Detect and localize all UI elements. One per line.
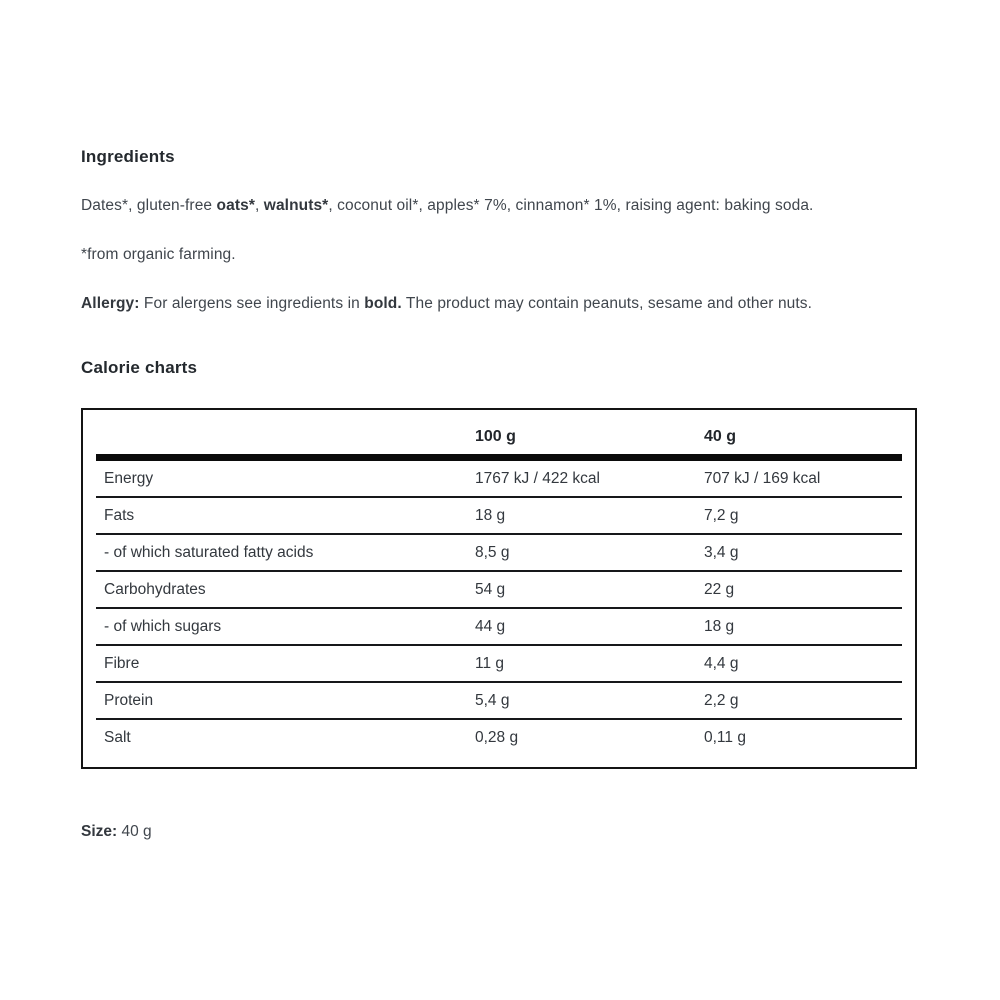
value-100g: 54 g [475,571,704,608]
column-header-100g: 100 g [475,410,704,458]
table-row-sugars [96,608,902,645]
allergy-text: Allergy: For alergens see ingredients in bold. The product may contain peanuts, sesame and other nuts. [81,295,813,312]
value-100g: 11 g [475,645,704,682]
table-row-fibre [96,645,902,682]
table-row-salt [96,719,902,767]
value-40g: 18 g [704,608,902,645]
row-label: - of which saturated fatty acids [96,534,475,571]
value-40g: 3,4 g [704,534,902,571]
row-label: - of which sugars [96,608,475,645]
row-label: Salt [96,719,475,767]
table-row-fats [96,497,902,534]
organic-farming-note: *from organic farming. [81,246,236,263]
table-header-row [96,410,902,458]
column-header-40g: 40 g [704,410,902,458]
value-40g: 0,11 g [704,719,902,767]
value-40g: 22 g [704,571,902,608]
value-100g: 44 g [475,608,704,645]
value-100g: 8,5 g [475,534,704,571]
table-row-carbohydrates [96,571,902,608]
value-100g: 1767 kJ / 422 kcal [475,470,600,487]
calorie-charts-heading: Calorie charts [81,358,198,377]
value-100g: 0,28 g [475,719,704,767]
value-40g: 4,4 g [704,645,902,682]
row-label: Energy [104,470,154,487]
value-40g: 2,2 g [704,682,902,719]
nutrition-table [96,410,902,767]
value-40g: 7,2 g [704,497,902,534]
row-label: Carbohydrates [96,571,475,608]
row-label: Fibre [96,645,475,682]
row-label: Fats [96,497,475,534]
column-header-empty [96,410,475,458]
table-row-saturated-fatty-acids [96,534,902,571]
ingredients-heading: Ingredients [81,147,175,166]
table-row-energy [96,458,902,498]
nutrition-table-box [81,408,917,769]
value-40g: 707 kJ / 169 kcal [704,470,821,487]
value-100g: 5,4 g [475,682,704,719]
value-100g: 18 g [475,497,704,534]
ingredients-text: Dates*, gluten-free oats*, walnuts*, coconut oil*, apples* 7%, cinnamon* 1%, raising agent: baking soda. [81,197,814,214]
size-text: Size: 40 g [81,823,152,840]
table-row-protein [96,682,902,719]
row-label: Protein [96,682,475,719]
